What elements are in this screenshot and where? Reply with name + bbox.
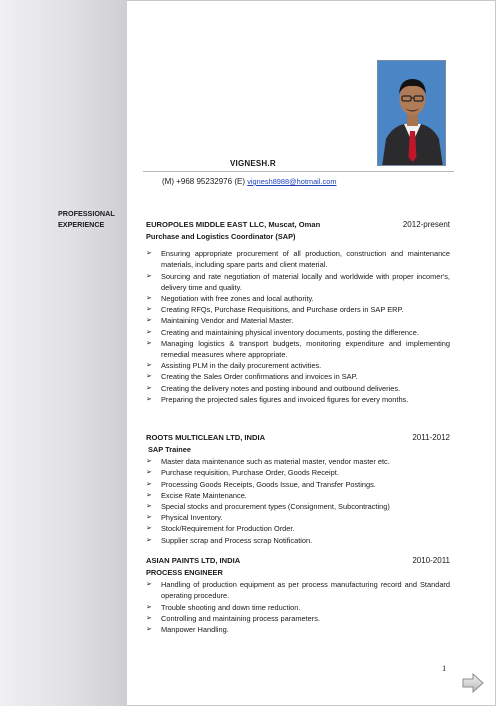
list-item: ➢ Trouble shooting and down time reduction. (146, 602, 301, 612)
duty-list (146, 456, 450, 546)
page-number: 1 (442, 663, 447, 673)
section-label-line2: EXPERIENCE (58, 220, 105, 230)
list-item: ➢ Excise Rate Maintenance. (146, 490, 247, 500)
list-item: ➢ Negotiation with free zones and local authority. (146, 293, 314, 303)
section-label-line1: PROFESSIONAL (58, 209, 115, 218)
arrow-bullet-icon: ➢ (146, 384, 152, 392)
list-item: ➢ Creating RFQs, Purchase Requisitions, and Purchase orders in SAP ERP. (146, 305, 404, 315)
duty-list (146, 248, 450, 405)
job-header (146, 432, 450, 444)
section-label-professional-experience (58, 208, 128, 230)
phone-number: +968 95232976 (176, 177, 233, 186)
job-dates: 2011-2012 (412, 433, 450, 442)
header-divider (143, 171, 454, 172)
job-dates: 2012-present (402, 220, 450, 229)
list-item: ➢ Physical Inventory. (146, 513, 223, 523)
job-roots-multiclean (146, 432, 450, 546)
arrow-bullet-icon: ➢ (146, 536, 152, 544)
list-item: ➢ Manpower Handling. (146, 624, 229, 634)
list-item: ➢ Creating the Sales Order confirmations and invoices in SAP. (146, 372, 358, 382)
arrow-bullet-icon: ➢ (146, 603, 152, 611)
arrow-bullet-icon: ➢ (146, 514, 152, 522)
list-item: ➢ Processing Goods Receipts, Goods Issue, and Transfer Postings. (146, 479, 376, 489)
arrow-bullet-icon: ➢ (146, 294, 152, 302)
arrow-bullet-icon: ➢ (146, 614, 152, 622)
arrow-bullet-icon: ➢ (146, 373, 152, 381)
job-dates: 2010-2011 (412, 556, 450, 565)
arrow-bullet-icon: ➢ (146, 469, 152, 477)
arrow-bullet-icon: ➢ (146, 625, 152, 633)
contact-line (162, 176, 336, 188)
list-item: ➢ Ensuring appropriate procurement of all production, construction and maintenance materials, including spare parts and client material. (146, 249, 450, 270)
list-item: ➢ Creating and maintaining physical inventory documents, posting the difference. (146, 327, 419, 337)
arrow-bullet-icon: ➢ (146, 339, 152, 347)
company-name: ASIAN PAINTS LTD, INDIA (146, 556, 241, 565)
list-item: ➢ Master data maintenance such as material master, vendor master etc. (146, 457, 390, 467)
arrow-bullet-icon: ➢ (146, 250, 152, 258)
job-header (146, 219, 450, 231)
job-role: Purchase and Logistics Coordinator (SAP) (146, 232, 296, 241)
list-item: ➢ Maintaining Vendor and Material Master. (146, 316, 294, 326)
phone-prefix: (M) (162, 177, 174, 186)
arrow-bullet-icon: ➢ (146, 317, 152, 325)
job-role: PROCESS ENGINEER (146, 568, 223, 577)
left-sidebar-panel (0, 0, 127, 706)
list-item: ➢ Special stocks and procurement types (Consignment, Subcontracting) (146, 501, 390, 511)
email-link[interactable]: vignesh8988@hotmail.com (247, 177, 337, 186)
next-page-arrow-icon[interactable] (462, 673, 484, 693)
job-asian-paints (146, 555, 450, 635)
arrow-bullet-icon: ➢ (146, 480, 152, 488)
arrow-bullet-icon: ➢ (146, 272, 152, 280)
arrow-bullet-icon: ➢ (146, 362, 152, 370)
duty-list (146, 579, 450, 635)
list-item: ➢ Handling of production equipment as per process manufacturing record and Standard operating procedure. (146, 580, 450, 601)
list-item: ➢ Stock/Requirement for Production Order. (146, 524, 295, 534)
portrait-image (378, 61, 446, 166)
profile-photo (377, 60, 446, 166)
arrow-bullet-icon: ➢ (146, 306, 152, 314)
arrow-bullet-icon: ➢ (146, 395, 152, 403)
company-name: EUROPOLES MIDDLE EAST LLC, Muscat, Oman (146, 220, 321, 229)
candidate-name: VIGNESH.R (230, 159, 276, 168)
company-name: ROOTS MULTICLEAN LTD, INDIA (146, 433, 266, 442)
list-item: ➢ Creating the delivery notes and posting inbound and outbound deliveries. (146, 383, 401, 393)
list-item: ➢ Controlling and maintaining process parameters. (146, 613, 320, 623)
arrow-bullet-icon: ➢ (146, 491, 152, 499)
job-role: SAP Trainee (148, 445, 191, 454)
arrow-bullet-icon: ➢ (146, 458, 152, 466)
arrow-bullet-icon: ➢ (146, 581, 152, 589)
job-header (146, 555, 450, 567)
list-item: ➢ Supplier scrap and Process scrap Notification. (146, 535, 313, 545)
arrow-bullet-icon: ➢ (146, 502, 152, 510)
arrow-bullet-icon: ➢ (146, 525, 152, 533)
arrow-bullet-icon: ➢ (146, 328, 152, 336)
list-item: ➢ Purchase requisition, Purchase Order, Goods Receipt. (146, 468, 339, 478)
job-europoles (146, 219, 450, 405)
email-prefix: (E) (234, 177, 245, 186)
list-item: ➢ Preparing the projected sales figures and invoiced figures for every months. (146, 394, 409, 404)
list-item: ➢ Assisting PLM in the daily procurement activities. (146, 361, 322, 371)
list-item: ➢ Sourcing and rate negotiation of material locally and worldwide with proper incomer's, delivery time and quality. (146, 271, 450, 292)
list-item: ➢ Managing logistics & transport budgets, monitoring expenditure and implementing remedial measures where appropriate. (146, 338, 450, 359)
